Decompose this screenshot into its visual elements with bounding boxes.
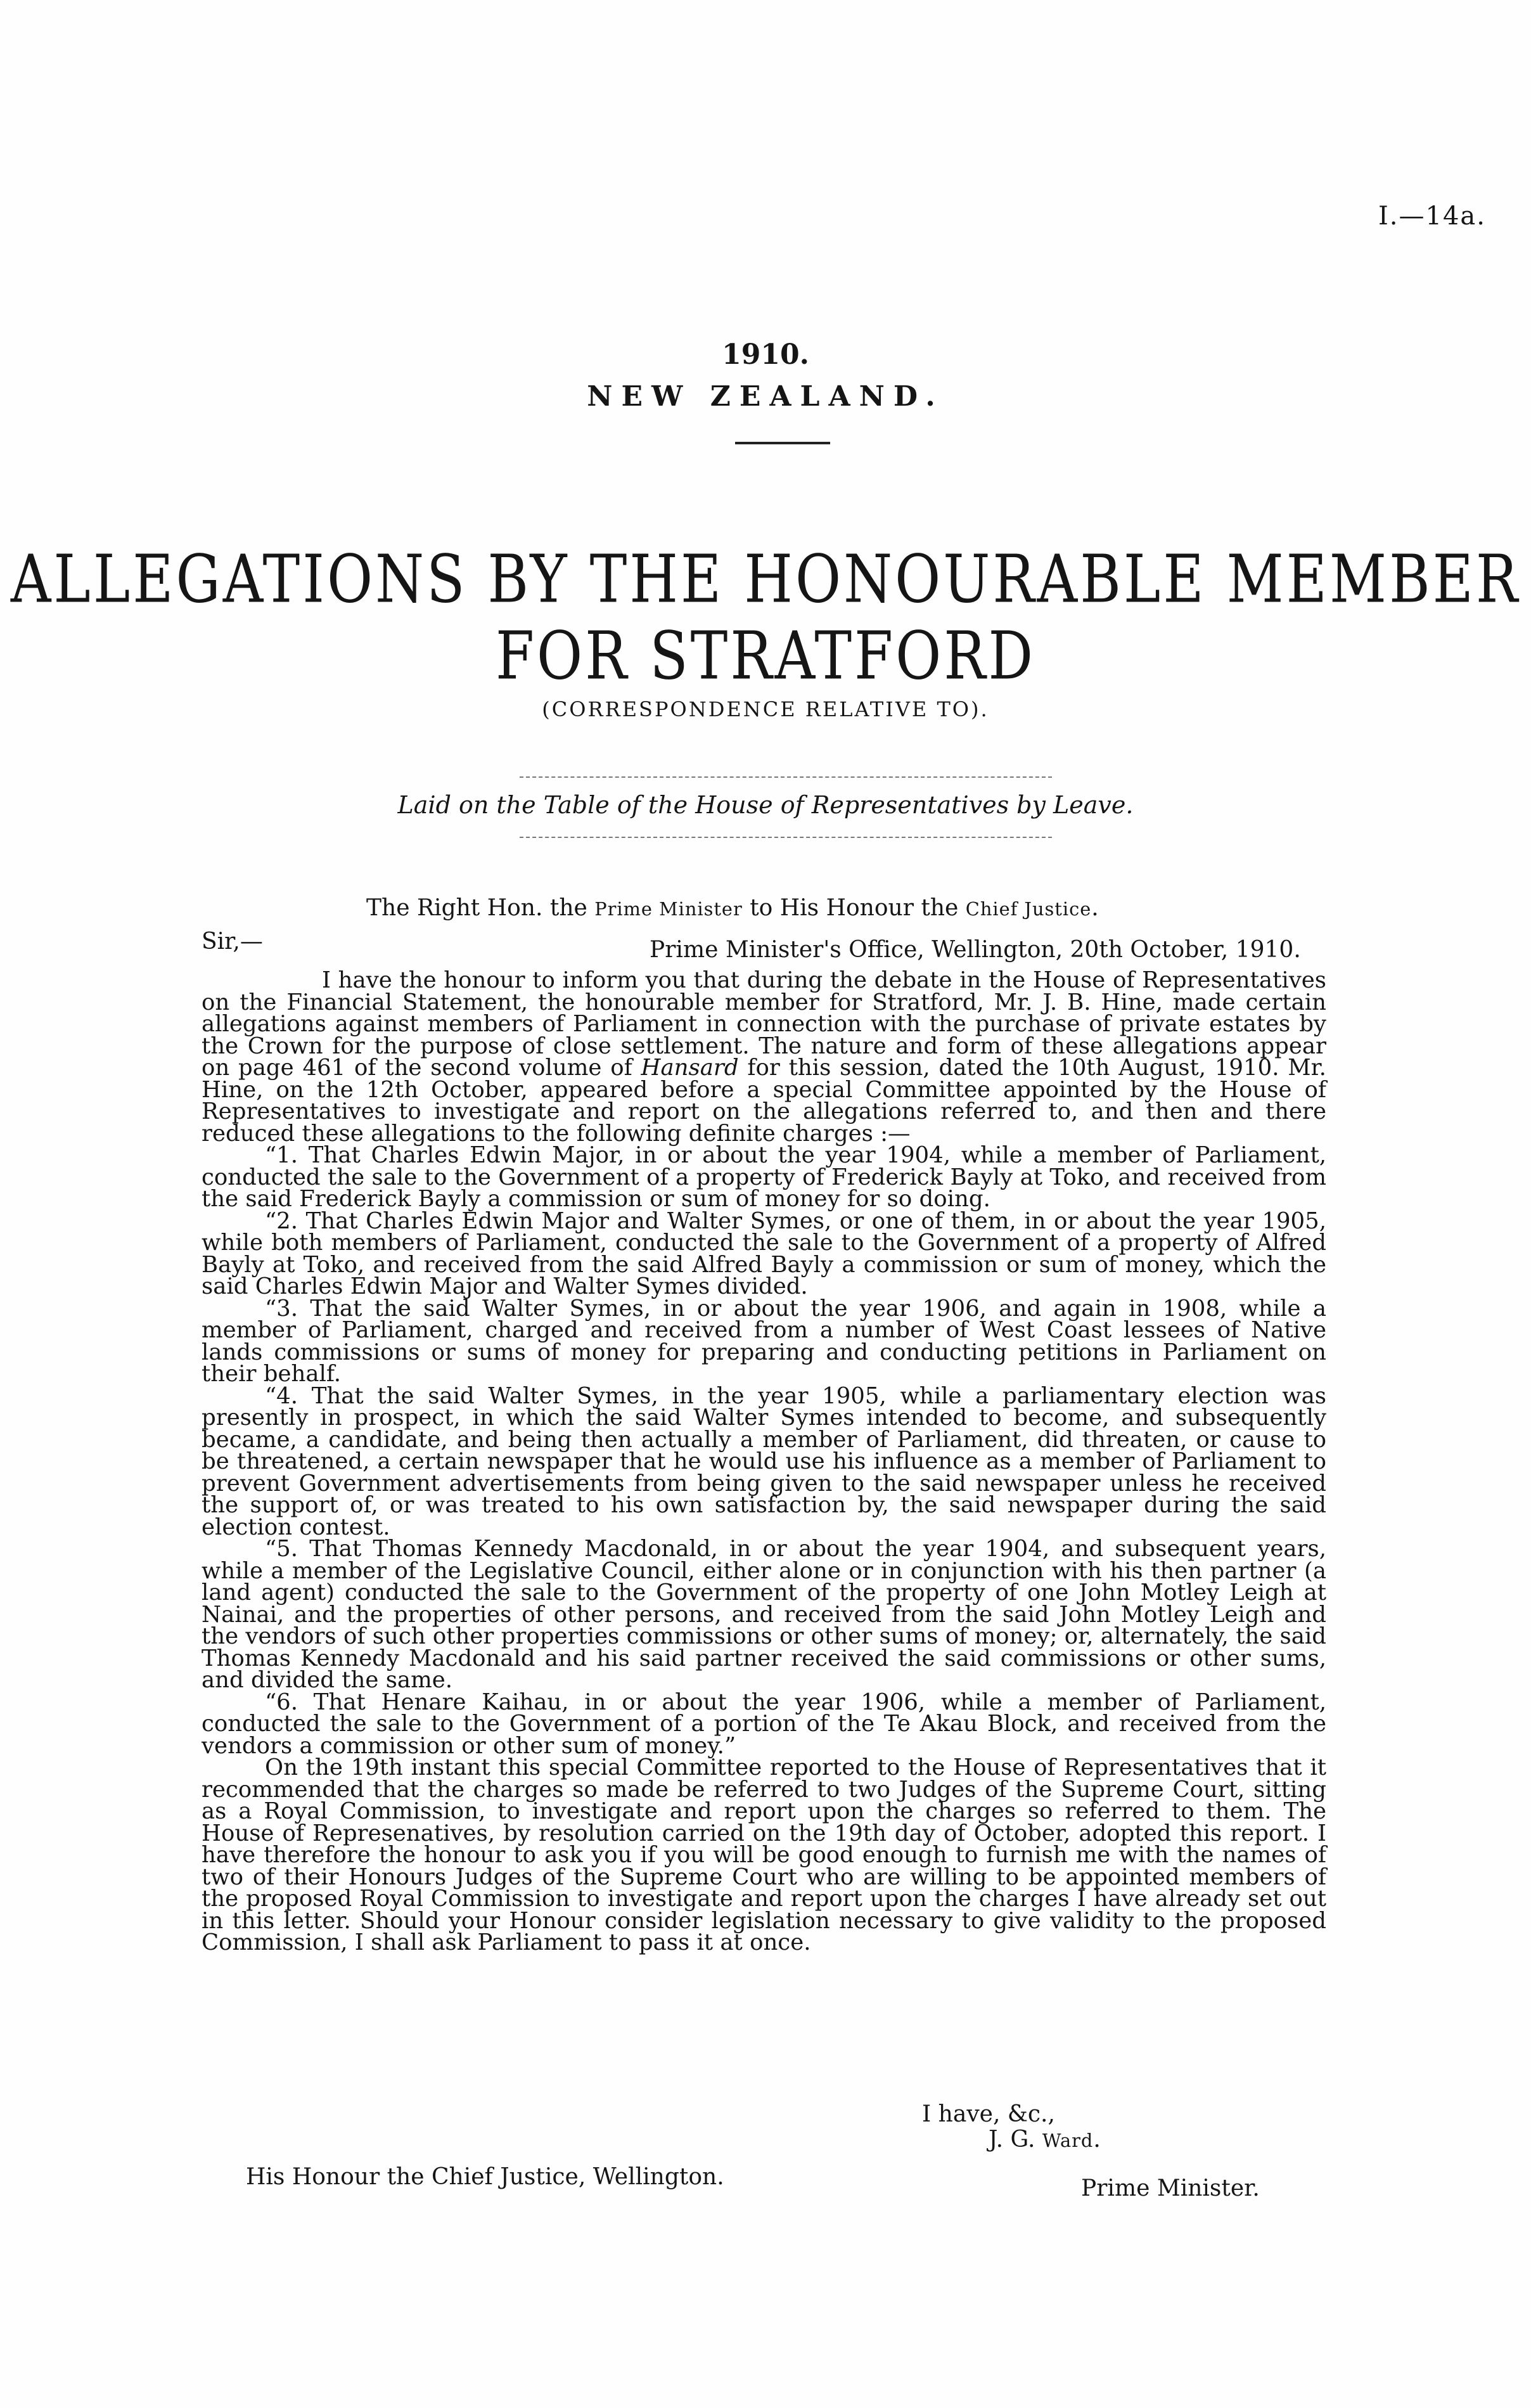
dashed-rule-upper: [520, 776, 1052, 778]
dashed-rule-lower: [520, 837, 1052, 838]
signature-initials: J. G.: [989, 2127, 1035, 2153]
title-line-1: ALLEGATIONS BY THE HONOURABLE MEMBER: [10, 540, 1521, 618]
heading-recipient: Chief Justice: [965, 898, 1092, 920]
charge-paragraph: “6. That Henare Kaihau, in or about the year 1906, while a member of Parliament, conducted the sale to the Government of a portion of the Te Akau Block, and received from the vendors a commission or other sum of money.”: [202, 1689, 1326, 1759]
signature-end: .: [1093, 2127, 1101, 2153]
sender-address-date: Prime Minister's Office, Wellington, 20th October, 1910.: [650, 937, 1301, 963]
signature-surname: Ward: [1042, 2130, 1094, 2151]
hansard-reference: Hansard: [641, 1055, 739, 1081]
charge-paragraph: “4. That the said Walter Symes, in the year 1905, while a parliamentary election was presently in prospect, in which the said Walter Symes intended to become, and subsequently became, a candidate, and being then actually a member of Parliament, did threaten, or cause to be threatened, a certain newspaper that he would use his influence as a member of Parliament to prevent Government advertisements from being given to the said newspaper unless he received the support of, or was treated to his own satisfaction by, the said newspaper during the said election contest.: [202, 1382, 1326, 1540]
intro-text-2: for this session, dated the 10th August, 1910. Mr. Hine, on the 12th October, appeared before a special Committee appointed by the House of Representatives to investigate and report on the allegations referred to, and then and there reduced these allegations to the following definite charges :—: [202, 1055, 1326, 1147]
laid-on-table-note: Laid on the Table of the House of Representatives by Leave.: [397, 791, 1134, 819]
closing-paragraph: On the 19th instant this special Committee reported to the House of Representatives that it recommended that the charges so made be referred to two Judges of the Supreme Court, sitting as a Royal Commission, to investigate and report upon the charges so referred to them. The House of Represenatives, by resolution carried on the 19th day of October, adopted this report. I have therefore the honour to ask you if you will be good enough to furnish me with the names of two of their Honours Judges of the Supreme Court who are willing to be appointed members of the proposed Royal Commission to investigate and report upon the charges I have already set out in this letter. Should your Honour consider legislation necessary to give validity to the proposed Commission, I shall ask Parliament to pass it at once.: [202, 1754, 1326, 1955]
heading-middle: to His Honour the: [750, 895, 959, 921]
heading-divider: [735, 442, 830, 444]
title-line-2: FOR STRATFORD: [495, 617, 1036, 695]
signature-title: Prime Minister.: [1081, 2175, 1260, 2201]
intro-text-1: I have the honour to inform you that during the debate in the House of Representatives on the Financial Statement, the honourable member for Stratford, Mr. J. B. Hine, made certain allegations against members of Parliament in connection with the purchase of private estates by the Crown for the purpose of close settlement. The nature and form of these allegations appear on page 461 of the second volume of: [202, 967, 1326, 1081]
salutation: Sir,—: [202, 929, 263, 955]
closing-phrase: I have, &c.,: [922, 2101, 1055, 2127]
subtitle: (CORRESPONDENCE RELATIVE TO).: [542, 697, 989, 721]
charge-paragraph: “3. That the said Walter Symes, in or about the year 1906, and again in 1908, while a member of Parliament, charged and received from a number of West Coast lessees of Native lands commissions or sums of money for preparing and conducting petitions in Parliament on their behalf.: [202, 1295, 1326, 1387]
letter-body: [202, 967, 1326, 1955]
country-heading: NEW ZEALAND.: [587, 380, 944, 413]
heading-prefix: The Right Hon. the: [366, 895, 587, 921]
signature-name: [989, 2127, 1101, 2153]
heading-sender: Prime Minister: [594, 898, 743, 920]
charge-paragraph: “1. That Charles Edwin Major, in or about the year 1904, while a member of Parliament, conducted the sale to the Government of a property of Frederick Bayly at Toko, and received from the said Frederick Bayly a commission or sum of money for so doing.: [202, 1142, 1326, 1212]
heading-end: .: [1091, 895, 1099, 921]
document-reference: I.—14a.: [1378, 202, 1486, 231]
letter-heading: [366, 895, 1099, 921]
addressee: His Honour the Chief Justice, Wellington.: [246, 2164, 724, 2190]
charge-paragraph: “5. That Thomas Kennedy Macdonald, in or about the year 1904, and subsequent years, while a member of the Legislative Council, either alone or in conjunction with his then partner (a land agent) conducted the sale to the Government of the property of one John Motley Leigh at Nainai, and the properties of other persons, and received from the said John Motley Leigh and the vendors of such other properties commissions or other sums of money; or, alternately, the said Thomas Kennedy Macdonald and his said partner received the said commissions or other sums, and divided the same.: [202, 1536, 1326, 1693]
intro-paragraph: [202, 967, 1326, 1147]
document-year: 1910.: [722, 338, 809, 371]
charge-paragraph: “2. That Charles Edwin Major and Walter Symes, or one of them, in or about the year 1905, while both members of Parliament, conducted the sale to the Government of a property of Alfred Bayly at Toko, and received from the said Alfred Bayly a commission or sum of money, which the said Charles Edwin Major and Walter Symes divided.: [202, 1207, 1326, 1299]
